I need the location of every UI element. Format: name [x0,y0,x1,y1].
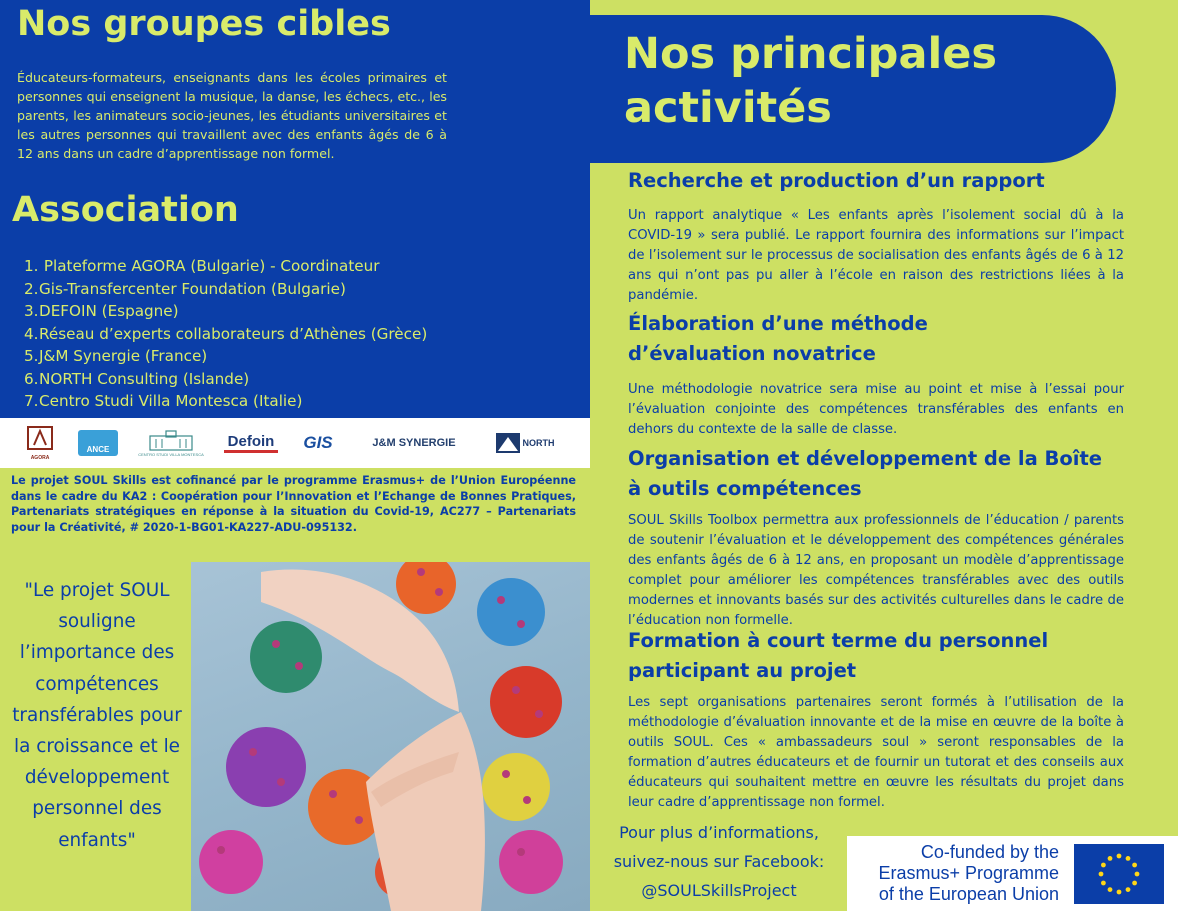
activities-banner [590,15,1116,163]
list-item: 3.DEFOIN (Espagne) [24,302,179,320]
north-consulting-logo: NORTH [489,424,561,462]
activity-text: SOUL Skills Toolbox permettra aux professionnels de l’éducation / parents de soutenir l’évaluation et le développement des compétences générales des enfants âgés de 6 à 12 ans, en proposant un modèle d’apprentissage complet pour améliorer les compétences transférables avec des outils modernes et innovants basés sur des activités culturelles dans le cadre de l’éducation non formelle. [628,513,1124,628]
villa-montesca-logo: CENTRO STUDI VILLA MONTESCA [138,424,204,462]
activity-text: Une méthodologie novatrice sera mise au point et mise à l’essai pour l’évaluation conjointe des compétences transférables des enfants en dehors du contexte de la salle de classe. [628,382,1124,437]
eu-funding-text: Co-funded by the Erasmus+ Programme of the European Union [878,842,1059,904]
activity-text: Les sept organisations partenaires seront formés à l’utilisation de la méthodologie d’évaluation innovante et de la mise en œuvre de la boîte à outils SOUL. Ces « ambassadeurs soul » seront responsables de la formation d’autres éducateurs et de fournir un tutorat et des conseils aux éducateurs qui souhaitent mettre en œuvre les résultats du projet dans leur cadre d’apprentissage non formel. [628,695,1124,810]
hands-virus-illustration [191,562,590,911]
target-groups-title: Nos groupes cibles [17,4,391,44]
activities-title: Nos principales activités [624,29,997,133]
jm-synergie-logo: J&M SYNERGIE [372,437,456,449]
ance-logo: ANCE [77,424,119,462]
target-groups-panel [0,0,590,418]
eu-funding-logo [847,836,1178,911]
list-item: 2.Gis-Transfercenter Foundation (Bulgarie) [24,279,346,298]
agora-logo: AGORA [24,424,56,462]
activity-text: Un rapport analytique « Les enfants après l’isolement social dû à la COVID-19 » sera publié. Le rapport fournira des informations sur l’impact de l’isolement sur le processus de socialisation des enfants âgés de 6 à 12 ans qui n’ont pas pu aller à l’école en raison des restrictions liées à la pandémie. [628,208,1124,303]
hands-virus-photo [191,562,590,911]
list-item: 5.J&M Synergie (France) [24,347,208,365]
list-item: 6.NORTH Consulting (Islande) [24,369,250,388]
defoin-logo: Defoin [222,424,280,462]
villa-building-icon [146,430,196,452]
project-quote: "Le projet SOUL souligne l’importance des compétences transférables pour la croissance et le développement personnel des enfants" [12,580,182,851]
facebook-handle: @SOULSkillsProject [641,881,797,900]
north-mountain-icon [496,433,520,453]
list-item: 7.Centro Studi Villa Montesca (Italie) [24,392,303,410]
follow-line-1: Pour plus d’informations, [619,823,819,842]
list-item: 4.Réseau d’experts collaborateurs d’Athènes (Grèce) [24,324,428,343]
follow-info [592,818,846,905]
funding-note: Le projet SOUL Skills est cofinancé par le programme Erasmus+ de l’Union Européenne dans le cadre du KA2 : Coopération pour l’Innovation et l’Echange de Bonnes Pratiques, Partenariats stratégiques en réponse à la situation du Covid-19, AC277 – Partenariats pour la Créativité, # 2020-1-BG01-KA227-ADU-095132. [11,474,576,534]
follow-line-2: suivez-nous sur Facebook: [613,852,825,871]
gis-logo: GIS [303,433,333,452]
activity-title: Organisation et développement de la Boîte à outils compétences [628,447,1103,500]
list-item: 1. Plateforme AGORA (Bulgarie) - Coordinateur [24,257,380,275]
association-title: Association [12,190,239,230]
activity-title: Formation à court terme du personnel participant au projet [628,629,1049,682]
activity-title: Élaboration d’une méthode d’évaluation novatrice [628,312,928,365]
partner-logo-strip [0,418,590,468]
association-list [24,255,427,413]
target-groups-text: Éducateurs-formateurs, enseignants dans les écoles primaires et personnes qui enseignent la musique, la danse, les échecs, etc., les parents, les animateurs socio-jeunes, les étudiants universitaires et les autres personnes qui travaillent avec des enfants âgés de 6 à 12 ans dans un cadre d’apprentissage non formel. [17,70,447,161]
agora-logo-icon [26,425,54,455]
eu-flag-icon [1074,844,1164,904]
activity-title: Recherche et production d’un rapport [628,169,1045,192]
